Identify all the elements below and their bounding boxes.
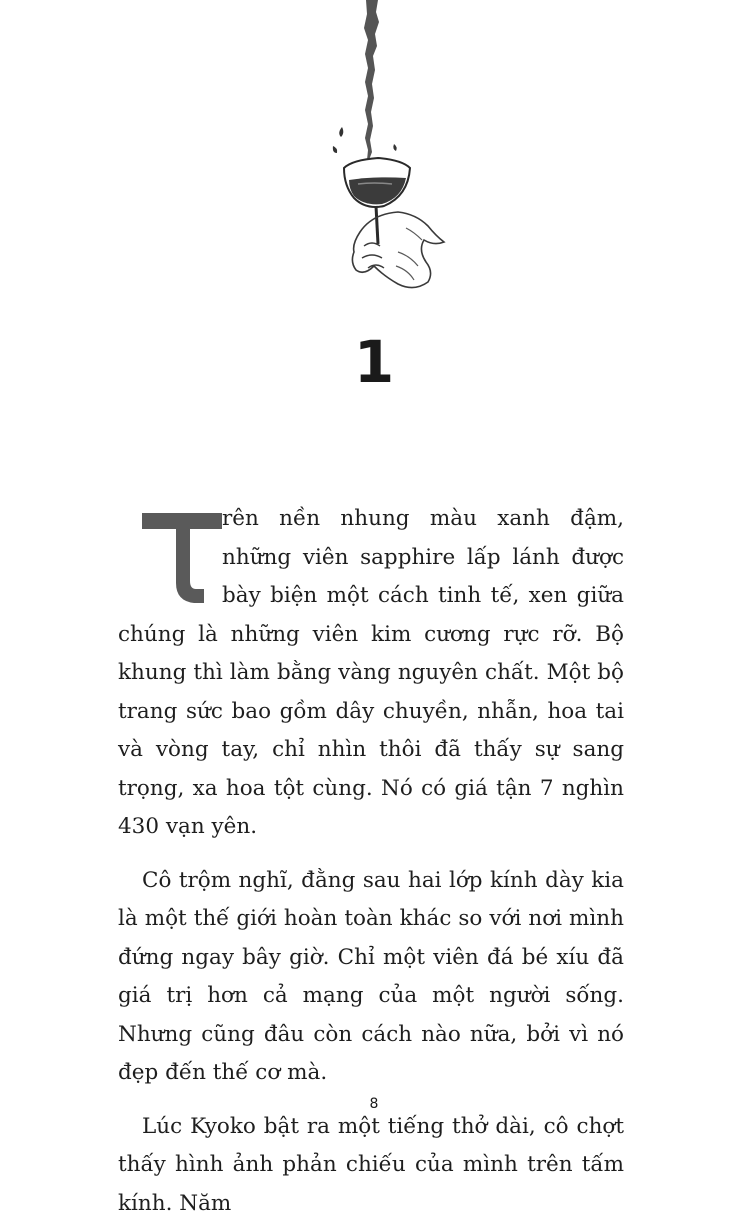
drop-cap-letter-t	[118, 503, 222, 615]
chapter-number: 1	[0, 322, 748, 402]
paragraph-2: Cô trộm nghĩ, đằng sau hai lớp kính dày kia là một thế giới hoàn toàn khác so với nơi mình đứng ngay bây giờ. Chỉ một viên đá bé xíu đã giá trị hơn cả mạng của một người sống. Nhưng cũng đâu còn cách nào nữa, bởi vì nó đẹp đến thế cơ mà.	[118, 862, 624, 1093]
wine-glass-pour-icon	[318, 0, 458, 300]
wine-glass-pour-illustration	[318, 0, 458, 300]
drop-cap	[118, 503, 222, 615]
paragraph-1-text: rên nền nhung màu xanh đậm, những viên sapphire lấp lánh được bày biện một cách tinh tế, xen giữa chúng là những viên kim cương rực rỡ. Bộ khung thì làm bằng vàng nguyên chất. Một bộ trang sức bao gồm dây chuyền, nhẫn, hoa tai và vòng tay, chỉ nhìn thôi đã thấy sự sang trọng, xa hoa tột cùng. Nó có giá tận 7 nghìn 430 vạn yên.	[118, 506, 624, 839]
page-number: 8	[0, 1096, 748, 1112]
body-text	[118, 500, 624, 1223]
paragraph-1	[118, 500, 624, 847]
paragraph-3: Lúc Kyoko bật ra một tiếng thở dài, cô chợt thấy hình ảnh phản chiếu của mình trên tấm kính. Năm	[118, 1108, 624, 1223]
